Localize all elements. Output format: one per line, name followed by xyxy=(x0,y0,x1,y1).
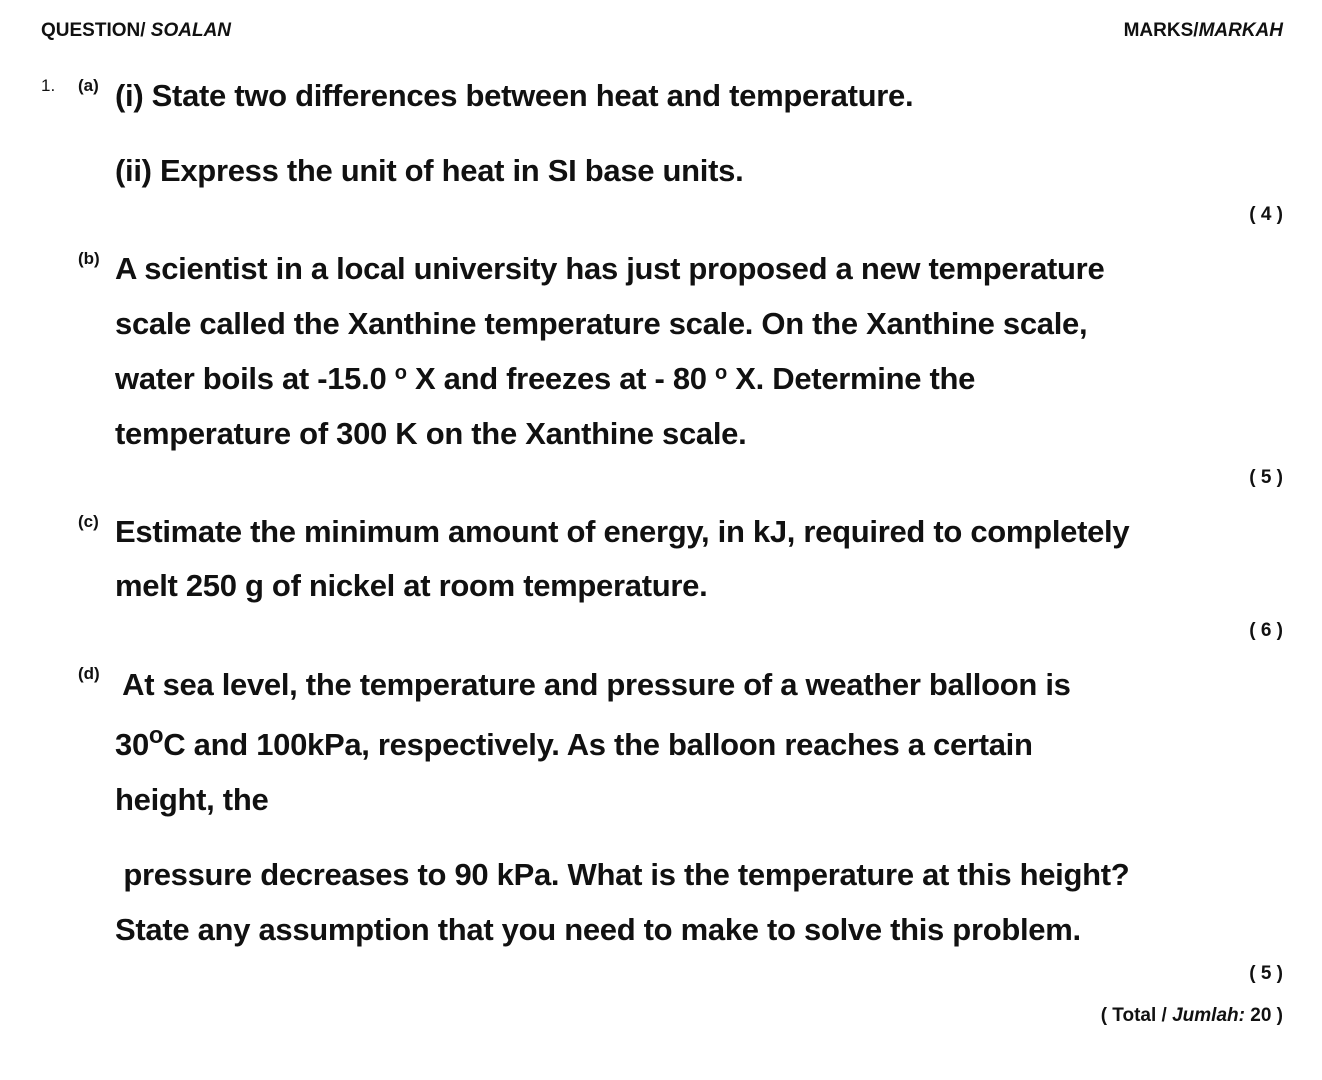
marks-label-ms: MARKAH xyxy=(1198,20,1283,41)
question-number: 1. xyxy=(41,76,56,95)
part-b-line-3b: X and freezes at - 80 xyxy=(406,361,716,396)
degree-symbol: o xyxy=(148,722,164,749)
marks-header xyxy=(1124,20,1283,42)
question-label: QUESTION/ xyxy=(41,20,146,41)
total-value: 20 ) xyxy=(1244,1005,1283,1026)
question-label-ms: SOALAN xyxy=(150,20,232,41)
part-c-label: (c) xyxy=(78,512,99,531)
part-b-line-4: temperature of 300 K on the Xanthine scale. xyxy=(115,416,747,451)
part-b-line-3 xyxy=(115,361,975,397)
part-d-line-2b: C and 100kPa, respectively. As the balloon reaches a certain xyxy=(163,727,1033,762)
part-a-label: (a) xyxy=(78,76,99,95)
degree-symbol: o xyxy=(394,362,407,384)
part-a-line-1: (i) State two differences between heat and temperature. xyxy=(115,78,914,113)
part-b-line-1: A scientist in a local university has just proposed a new temperature xyxy=(115,251,1105,286)
part-c-line-1: Estimate the minimum amount of energy, in kJ, required to completely xyxy=(115,514,1130,549)
question-header xyxy=(41,20,231,42)
part-d-line-4: pressure decreases to 90 kPa. What is the temperature at this height? xyxy=(115,857,1130,892)
marks-label: MARKS/ xyxy=(1123,20,1199,41)
part-b-marks: ( 5 ) xyxy=(1249,467,1283,488)
part-a-line-2: (ii) Express the unit of heat in SI base units. xyxy=(115,153,744,188)
total-label-ms: Jumlah: xyxy=(1172,1005,1245,1026)
part-b-line-2: scale called the Xanthine temperature scale. On the Xanthine scale, xyxy=(115,306,1088,341)
degree-symbol: o xyxy=(715,362,727,384)
part-d-line-1: At sea level, the temperature and pressure of a weather balloon is xyxy=(115,667,1071,702)
part-a-marks: ( 4 ) xyxy=(1249,204,1283,225)
part-d-marks: ( 5 ) xyxy=(1249,963,1283,984)
part-b-line-3c: X. Determine the xyxy=(726,361,976,396)
part-d-line-2 xyxy=(115,722,1033,763)
part-b-line-3a: water boils at -15.0 xyxy=(115,361,395,396)
part-d-line-5: State any assumption that you need to make to solve this problem. xyxy=(115,912,1081,947)
part-b-label: (b) xyxy=(78,249,100,268)
total-marks xyxy=(1101,1005,1283,1027)
total-prefix: ( Total / xyxy=(1100,1005,1173,1026)
part-d-line-3: height, the xyxy=(115,782,269,817)
part-c-marks: ( 6 ) xyxy=(1249,620,1283,641)
part-d-label: (d) xyxy=(78,664,100,683)
part-d-line-2a: 30 xyxy=(115,727,149,762)
part-c-line-2: melt 250 g of nickel at room temperature. xyxy=(115,568,708,603)
